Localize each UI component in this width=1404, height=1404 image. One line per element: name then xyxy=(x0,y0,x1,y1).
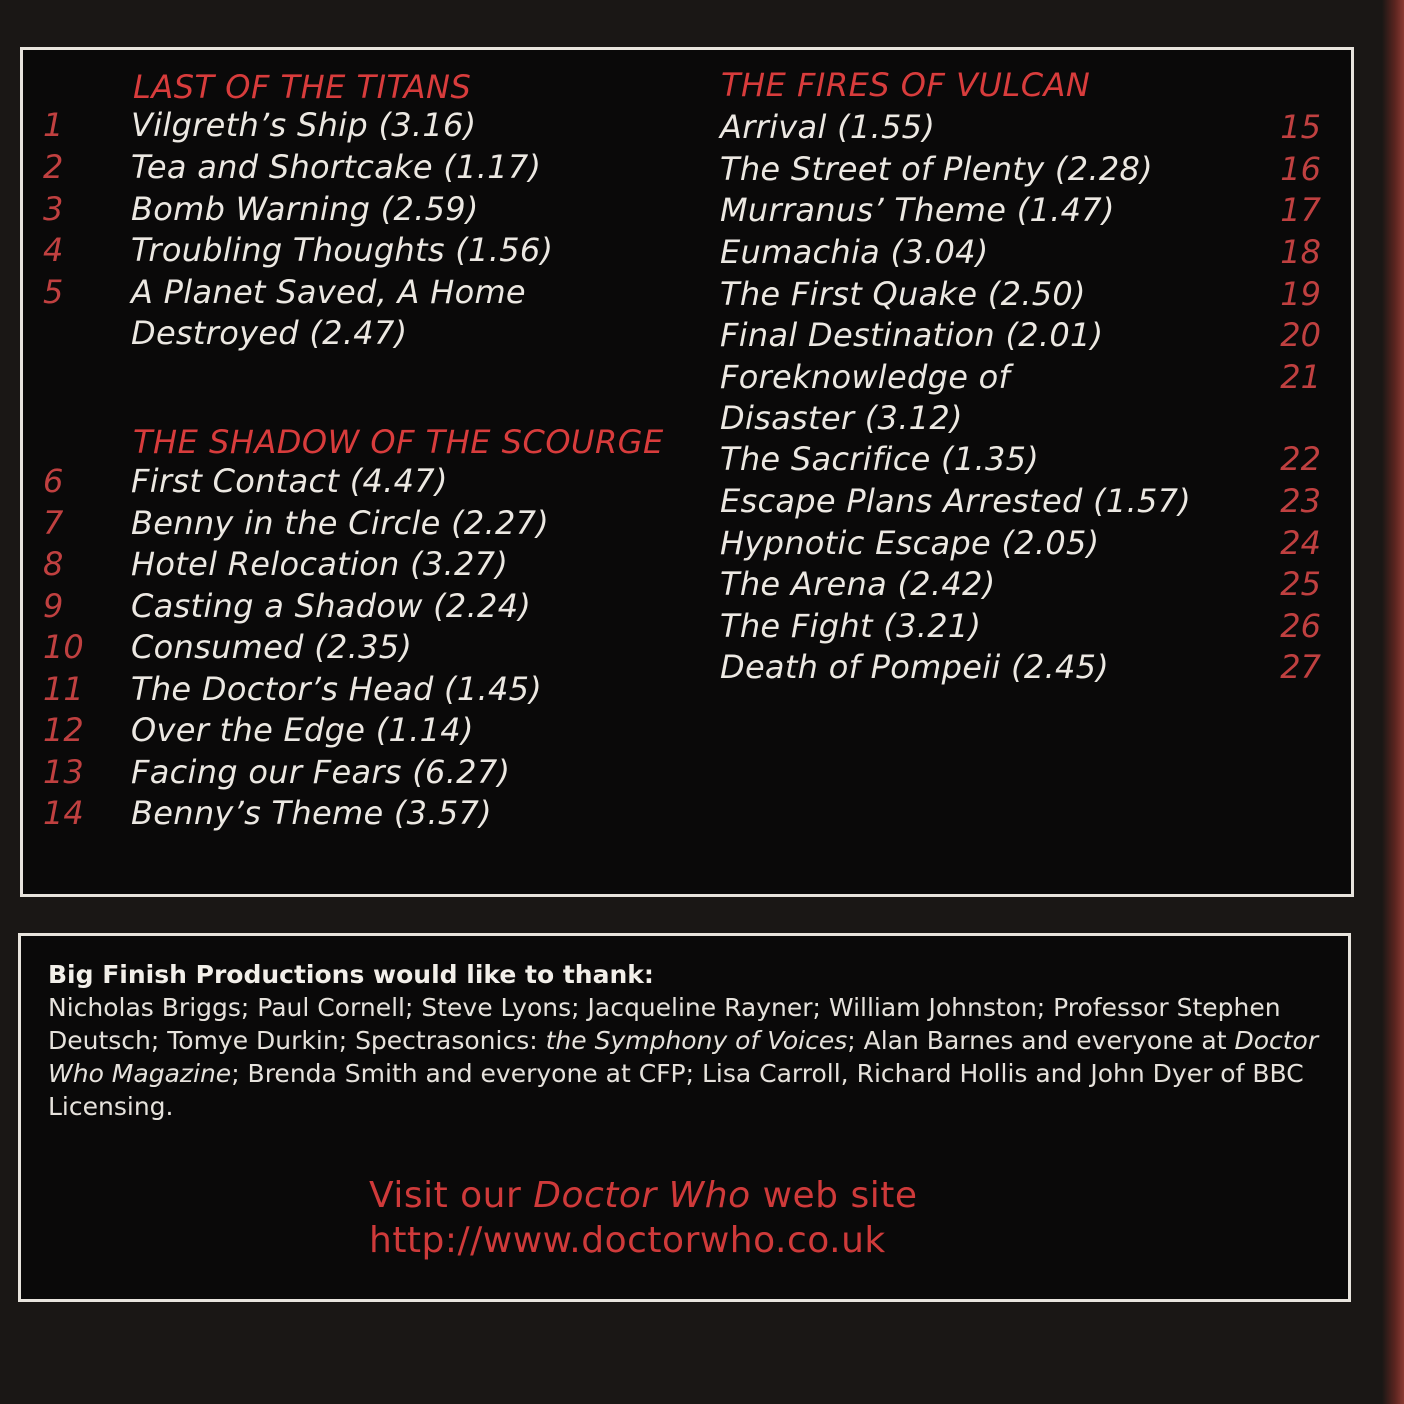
track-title: Casting a Shadow (2.24) xyxy=(131,587,532,625)
track-title: Consumed (2.35) xyxy=(131,628,413,666)
track-number: 15 xyxy=(1280,108,1321,146)
track-number: 27 xyxy=(1280,648,1321,686)
track-title: The Sacrifice (1.35) xyxy=(720,440,1040,478)
track-number: 5 xyxy=(43,273,64,311)
doctor-who-magazine-title: Doctor Who Magazine xyxy=(48,1026,1319,1088)
track-title: The Arena (2.42) xyxy=(720,565,996,603)
track-number: 17 xyxy=(1280,191,1321,229)
track-number: 20 xyxy=(1280,316,1321,354)
track-number: 26 xyxy=(1280,607,1321,645)
acknowledgements-text xyxy=(48,991,1338,1123)
track-row xyxy=(23,563,1351,605)
acknowledgements-panel xyxy=(18,933,1351,1302)
sleeve-edge xyxy=(1382,0,1404,1404)
track-row xyxy=(23,273,1351,315)
track-number: 19 xyxy=(1280,275,1321,313)
track-number: 6 xyxy=(43,462,64,500)
track-number: 16 xyxy=(1280,150,1321,188)
track-title: Death of Pompeii (2.45) xyxy=(720,648,1110,686)
track-number: 24 xyxy=(1280,524,1321,562)
track-row xyxy=(23,356,1351,398)
track-title: Murranus’ Theme (1.47) xyxy=(720,191,1115,229)
track-title: The Fight (3.21) xyxy=(720,607,982,645)
track-number: 18 xyxy=(1280,233,1321,271)
track-number: 25 xyxy=(1280,565,1321,603)
track-row xyxy=(23,189,1351,231)
track-title: Foreknowledge of xyxy=(720,358,1011,396)
track-number: 12 xyxy=(43,711,84,749)
track-number: 4 xyxy=(43,231,64,269)
track-title: Escape Plans Arrested (1.57) xyxy=(720,482,1192,520)
track-title: First Contact (4.47) xyxy=(131,462,448,500)
track-title: The Doctor’s Head (1.45) xyxy=(131,670,543,708)
track-title: Facing our Fears (6.27) xyxy=(131,753,511,791)
track-number: 21 xyxy=(1280,358,1321,396)
acknowledgements-text-part: ; Alan Barnes and everyone at xyxy=(847,1026,1235,1055)
section-heading-shadow-of-the-scourge: THE SHADOW OF THE SCOURGE xyxy=(133,423,664,461)
track-title: Troubling Thoughts (1.56) xyxy=(131,231,554,269)
tracklist-panel xyxy=(20,47,1354,897)
track-number: 13 xyxy=(43,753,84,791)
track-title: Vilgreth’s Ship (3.16) xyxy=(131,106,477,144)
acknowledgements-text-part: ; Brenda Smith and everyone at CFP; Lisa Carroll, Richard Hollis and John Dyer of BBC Licensing. xyxy=(48,1059,1304,1121)
promo-suffix: web site xyxy=(750,1175,918,1216)
track-title: Destroyed (2.47) xyxy=(131,314,408,352)
track-title: Benny’s Theme (3.57) xyxy=(131,794,492,832)
track-title: Hypnotic Escape (2.05) xyxy=(720,524,1100,562)
acknowledgements-text-part: Nicholas Briggs; Paul Cornell; Steve Lyons; Jacqueline Rayner; William Johnston; Professor Stephen Deutsch; Tomye Durkin; Spectrasonics: xyxy=(48,993,1281,1055)
track-number: 22 xyxy=(1280,440,1321,478)
track-title: Over the Edge (1.14) xyxy=(131,711,474,749)
track-title: Final Destination (2.01) xyxy=(720,316,1104,354)
track-row xyxy=(23,438,1351,480)
track-title: Disaster (3.12) xyxy=(720,399,963,437)
acknowledgements-heading: Big Finish Productions would like to thank: xyxy=(48,960,654,989)
track-number: 1 xyxy=(43,106,64,144)
track-number: 9 xyxy=(43,587,64,625)
track-row xyxy=(23,605,1351,647)
track-number: 7 xyxy=(43,504,64,542)
track-number: 10 xyxy=(43,628,84,666)
track-row xyxy=(23,231,1351,273)
track-number: 23 xyxy=(1280,482,1321,520)
track-row xyxy=(23,314,1351,356)
track-row xyxy=(23,148,1351,190)
website-promo xyxy=(369,1173,917,1218)
track-title: Bomb Warning (2.59) xyxy=(131,190,479,228)
track-title: Tea and Shortcake (1.17) xyxy=(131,148,542,186)
track-title: Arrival (1.55) xyxy=(720,108,936,146)
track-title: Benny in the Circle (2.27) xyxy=(131,504,550,542)
promo-prefix: Visit our xyxy=(369,1175,534,1216)
track-row xyxy=(23,646,1351,688)
track-row xyxy=(23,397,1351,439)
track-title: Hotel Relocation (3.27) xyxy=(131,545,509,583)
symphony-of-voices-title: the Symphony of Voices xyxy=(545,1026,848,1055)
section-heading-fires-of-vulcan: THE FIRES OF VULCAN xyxy=(721,66,1091,104)
track-title: Eumachia (3.04) xyxy=(720,233,989,271)
track-number: 8 xyxy=(43,545,64,583)
track-number: 2 xyxy=(43,148,64,186)
promo-italic: Doctor Who xyxy=(533,1175,751,1216)
track-title: The First Quake (2.50) xyxy=(720,275,1086,313)
track-title: The Street of Plenty (2.28) xyxy=(720,150,1153,188)
track-number: 14 xyxy=(43,794,84,832)
section-heading-last-of-the-titans: LAST OF THE TITANS xyxy=(133,68,472,106)
track-title: A Planet Saved, A Home xyxy=(131,273,526,311)
track-row xyxy=(23,522,1351,564)
track-number: 3 xyxy=(43,190,64,228)
track-row xyxy=(23,480,1351,522)
track-row xyxy=(23,106,1351,148)
track-number: 11 xyxy=(43,670,84,708)
website-url: http://www.doctorwho.co.uk xyxy=(369,1220,886,1261)
